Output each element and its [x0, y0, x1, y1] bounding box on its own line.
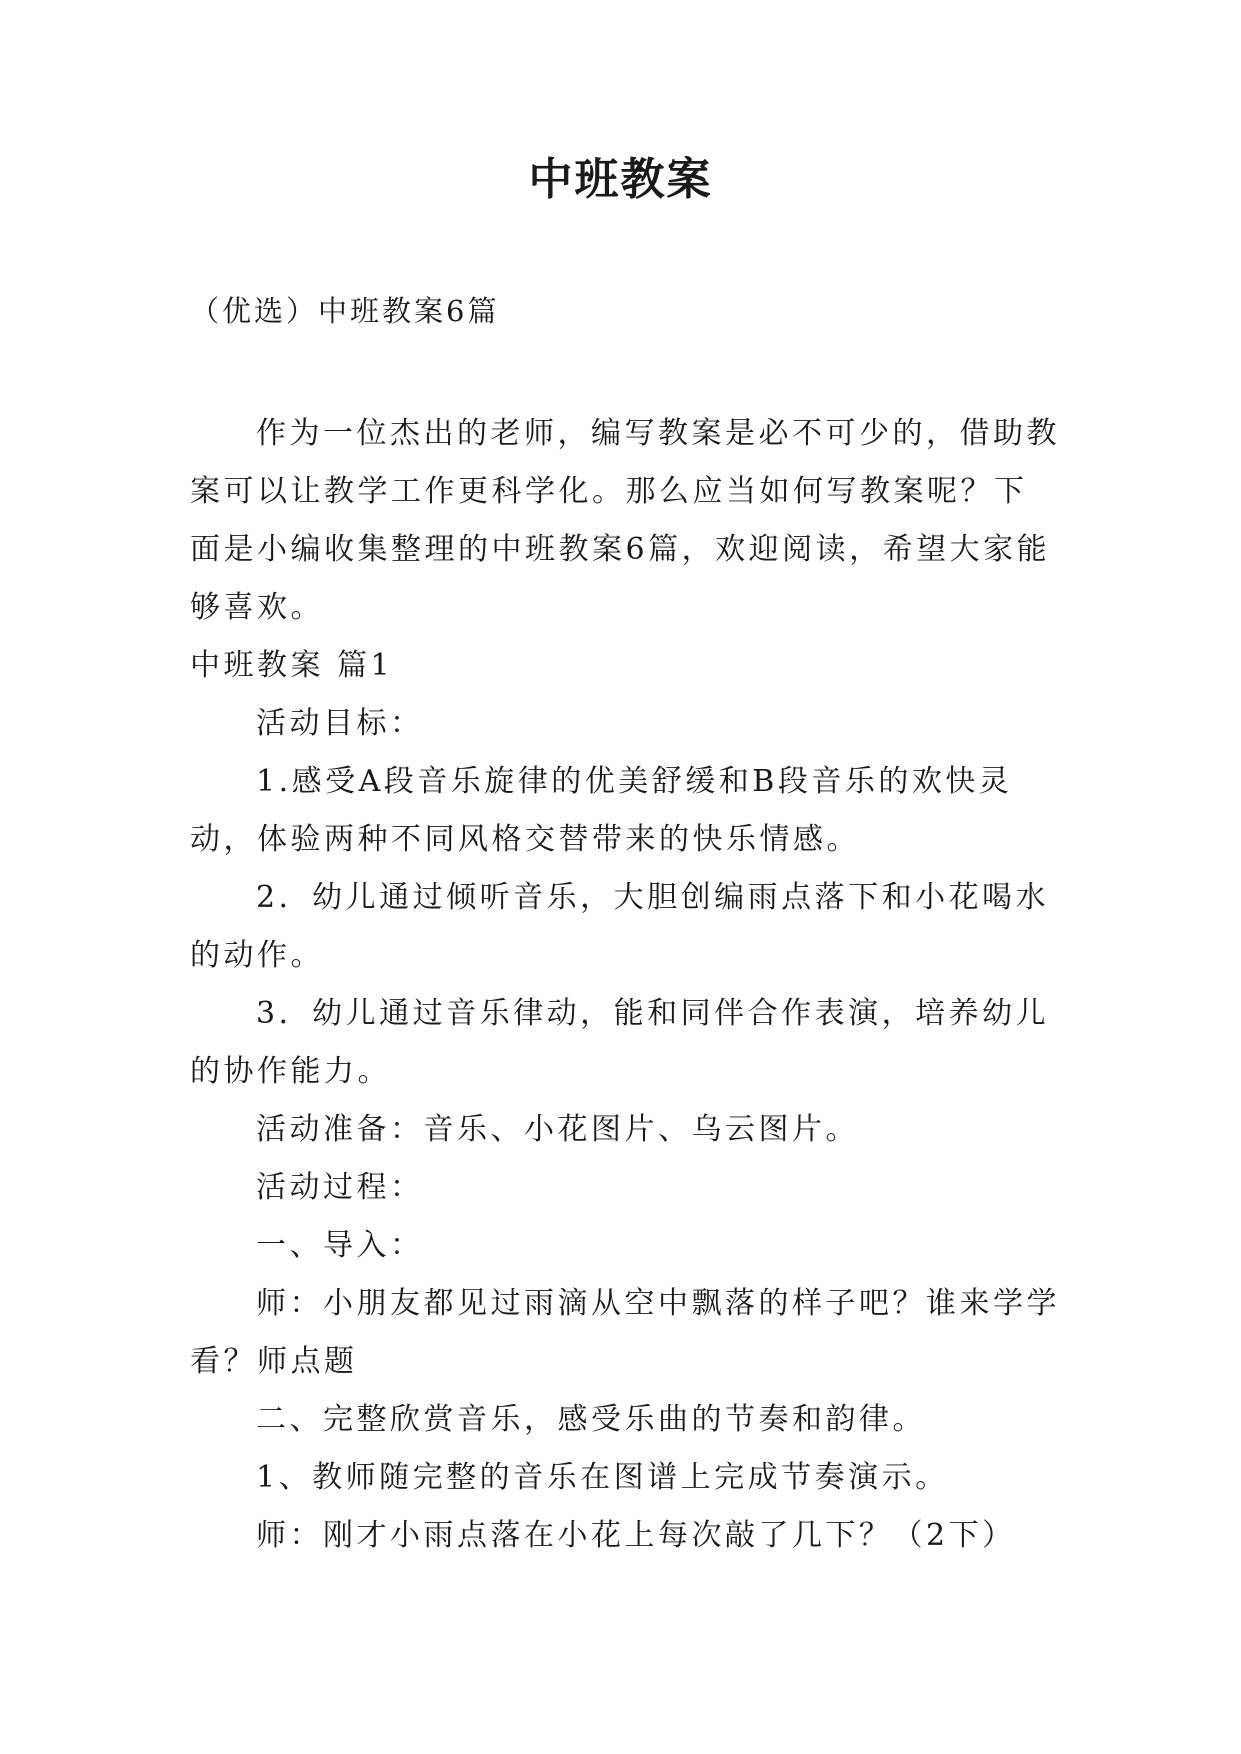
paragraph: 1、教师随完整的音乐在图谱上完成节奏演示。: [256, 1460, 949, 1495]
paragraph: 1.感受A段音乐旋律的优美舒缓和B段音乐的欢快灵动，体验两种不同风格交替带来的快乐情感。: [190, 764, 1013, 857]
paragraph: 2．幼儿通过倾听音乐，大胆创编雨点落下和小花喝水的动作。: [190, 880, 1050, 973]
intro-paragraph: 作为一位杰出的老师，编写教案是必不可少的，借助教案可以让教学工作更科学化。那么应当如何写教案呢？下面是小编收集整理的中班教案6篇，欢迎阅读，希望大家能够喜欢。: [190, 416, 1060, 625]
paragraph: 活动准备：音乐、小花图片、乌云图片。: [256, 1112, 859, 1147]
paragraph: 师：小朋友都见过雨滴从空中飘落的样子吧？谁来学学看？师点题: [190, 1286, 1060, 1379]
section-heading: 中班教案 篇1: [190, 648, 394, 683]
paragraph: 3．幼儿通过音乐律动，能和同伴合作表演，培养幼儿的协作能力。: [190, 996, 1050, 1089]
document-subtitle: （优选）中班教案6篇: [190, 294, 500, 328]
document-title: 中班教案: [528, 154, 713, 205]
document-body: [190, 405, 1060, 1565]
paragraph: 一、导入：: [256, 1228, 424, 1263]
paragraph: 活动目标：: [256, 706, 424, 741]
paragraph: 师：刚才小雨点落在小花上每次敲了几下？（2下）: [256, 1518, 1016, 1553]
paragraph: 活动过程：: [256, 1170, 424, 1205]
paragraph: 二、完整欣赏音乐，感受乐曲的节奏和韵律。: [256, 1402, 926, 1437]
